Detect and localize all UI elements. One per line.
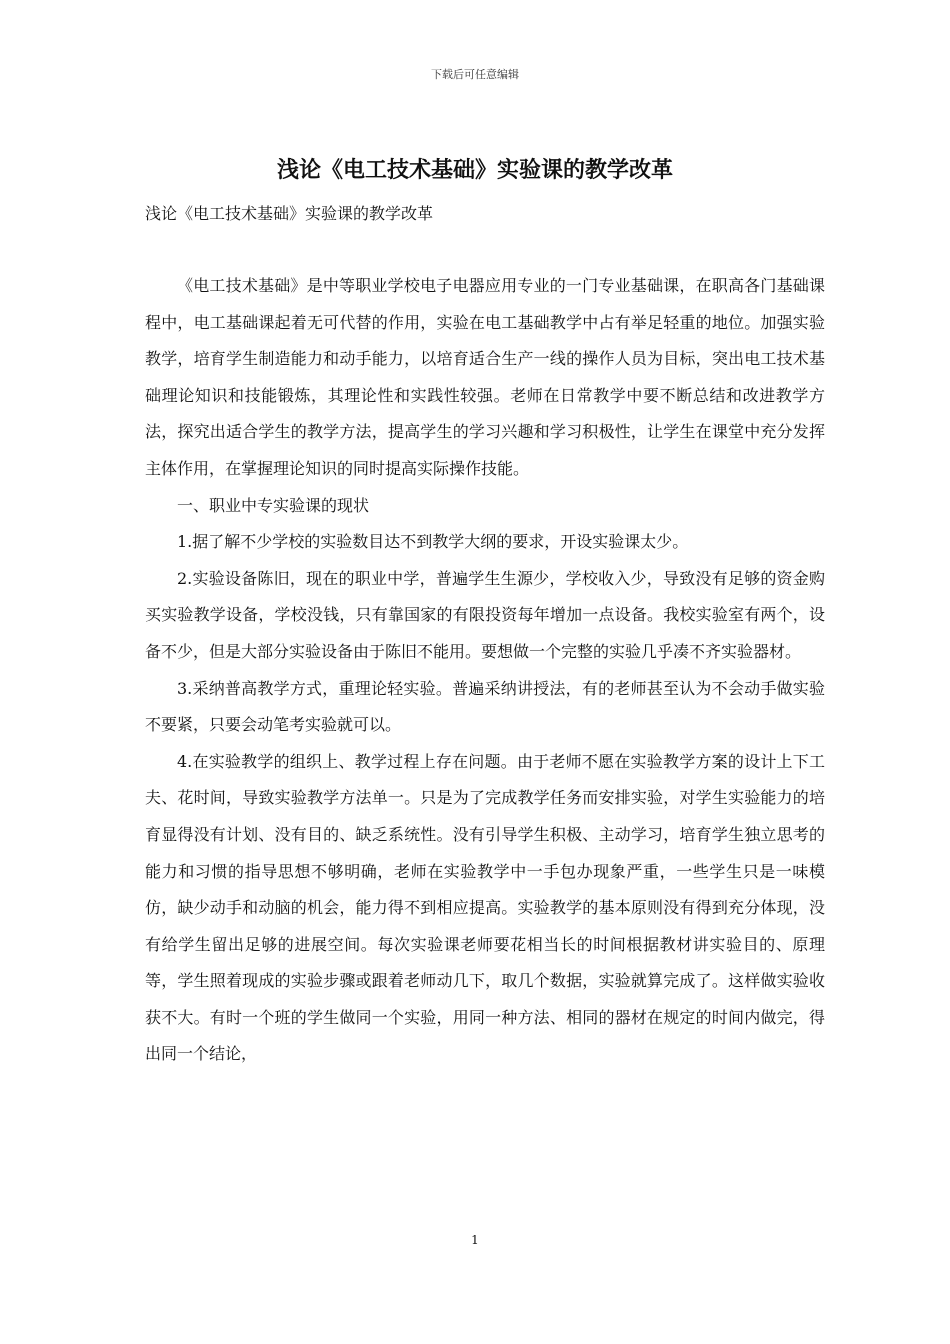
paragraph-point-2: 2.实验设备陈旧，现在的职业中学，普遍学生生源少，学校收入少，导致没有足够的资金购买实验教学设备，学校没钱，只有靠国家的有限投资每年增加一点设备。我校实验室有两个，设备不少，但是大部分实验设备由于陈旧不能用。要想做一个完整的实验几乎凑不齐实验器材。 <box>145 568 825 661</box>
section-heading: 一、职业中专实验课的现状 <box>177 495 370 515</box>
document-title: 浅论《电工技术基础》实验课的教学改革 <box>276 157 673 183</box>
document-body <box>145 268 825 1073</box>
header-note: 下载后可任意编辑 <box>431 68 519 81</box>
document-subtitle: 浅论《电工技术基础》实验课的教学改革 <box>145 204 434 223</box>
page-number: 1 <box>471 1233 479 1247</box>
paragraph-point-3: 3.采纳普高教学方式，重理论轻实验。普遍采纳讲授法，有的老师甚至认为不会动手做实验不要紧，只要会动笔考实验就可以。 <box>145 678 825 735</box>
paragraph-point-4: 4.在实验教学的组织上、教学过程上存在问题。由于老师不愿在实验教学方案的设计上下工夫、花时间，导致实验教学方法单一。只是为了完成教学任务而安排实验，对学生实验能力的培育显得没有计划、没有目的、缺乏系统性。没有引导学生积极、主动学习，培育学生独立思考的能力和习惯的指导思想不够明确，老师在实验教学中一手包办现象严重，一些学生只是一味模仿，缺少动手和动脑的机会，能力得不到相应提高。实验教学的基本原则没有得到充分体现，没有给学生留出足够的进展空间。每次实验课老师要花相当长的时间根据教材讲实验目的、原理等，学生照着现成的实验步骤或跟着老师动几下，取几个数据，实验就算完成了。这样做实验收获不大。有时一个班的学生做同一个实验，用同一种方法、相同的器材在规定的时间内做完，得出同一个结论， <box>145 751 825 1064</box>
paragraph-point-1: 1.据了解不少学校的实验数目达不到教学大纲的要求，开设实验课太少。 <box>177 532 689 552</box>
paragraph-intro: 《电工技术基础》是中等职业学校电子电器应用专业的一门专业基础课，在职高各门基础课程中，电工基础课起着无可代替的作用，实验在电工基础教学中占有举足轻重的地位。加强实验教学，培育学生制造能力和动手能力，以培育适合生产一线的操作人员为目标，突出电工技术基础理论知识和技能锻炼，其理论性和实践性较强。老师在日常教学中要不断总结和改进教学方法，探究出适合学生的教学方法，提高学生的学习兴趣和学习积极性，让学生在课堂中充分发挥主体作用，在掌握理论知识的同时提高实际操作技能。 <box>145 276 825 478</box>
